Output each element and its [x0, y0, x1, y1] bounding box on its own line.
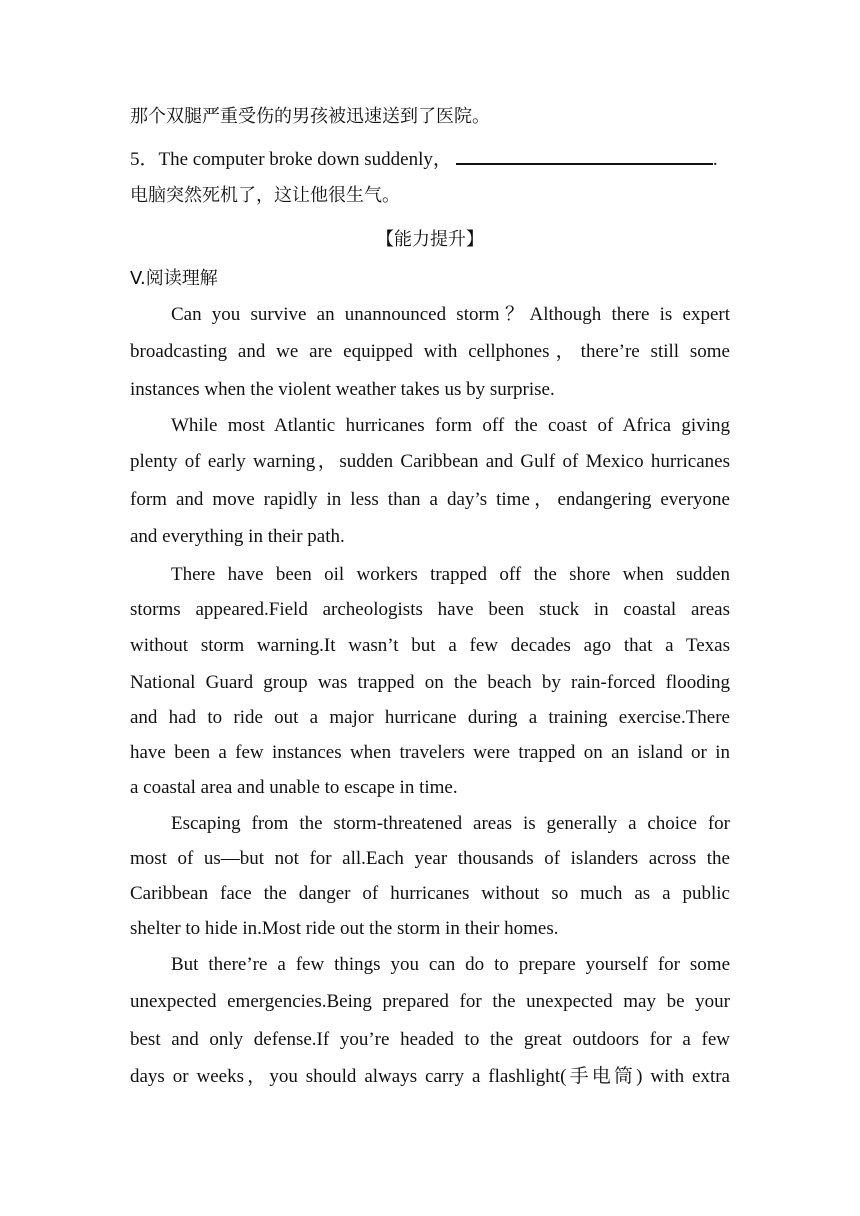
paragraph-line: most of us—but not for all.Each year thousands of islanders across the	[130, 848, 730, 869]
paragraph-line: National Guard group was trapped on the beach by rain-forced flooding	[130, 672, 730, 693]
paragraph-line: instances when the violent weather takes us by surprise.	[130, 379, 555, 400]
paragraph-line: a coastal area and unable to escape in time.	[130, 777, 458, 798]
paragraph-line: have been a few instances when travelers were trapped on an island or in	[130, 742, 730, 763]
paragraph-1	[130, 297, 730, 407]
answer-blank[interactable]	[456, 145, 713, 165]
paragraph-line: While most Atlantic hurricanes form off the coast of Africa giving	[171, 415, 730, 436]
paragraph-5	[130, 946, 730, 1094]
question-5-end: .	[712, 149, 718, 170]
paragraph-2	[130, 408, 730, 554]
paragraph-line: Caribbean face the danger of hurricanes without so much as a public	[130, 883, 730, 904]
paragraph-line: days or weeks，you should always carry a flashlight(手电筒) with extra	[130, 1066, 730, 1087]
previous-translation: 那个双腿严重受伤的男孩被迅速送到了医院。	[130, 106, 490, 127]
question-5	[130, 145, 730, 172]
paragraph-3	[130, 557, 730, 805]
paragraph-line: storms appeared.Field archeologists have been stuck in coastal areas	[130, 599, 730, 620]
paragraph-line: best and only defense.If you’re headed to the great outdoors for a few	[130, 1029, 730, 1050]
paragraph-line: But there’re a few things you can do to prepare yourself for some	[171, 954, 730, 975]
paragraph-line: broadcasting and we are equipped with cellphones，there’re still some	[130, 341, 730, 362]
section-heading: V.阅读理解	[130, 268, 218, 289]
paragraph-line: There have been oil workers trapped off the shore when sudden	[171, 564, 730, 585]
paragraph-line: unexpected emergencies.Being prepared for the unexpected may be your	[130, 991, 730, 1012]
paragraph-line: plenty of early warning，sudden Caribbean and Gulf of Mexico hurricanes	[130, 451, 730, 472]
paragraph-line: shelter to hide in.Most ride out the storm in their homes.	[130, 918, 559, 939]
paragraph-line: Escaping from the storm-threatened areas is generally a choice for	[171, 813, 730, 834]
question-5-sentence: 5．The computer broke down suddenly，	[130, 149, 452, 170]
paragraph-line: form and move rapidly in less than a day’s time，endangering everyone	[130, 489, 730, 510]
paragraph-line: without storm warning.It wasn’t but a few decades ago that a Texas	[130, 635, 730, 656]
paragraph-line: Can you survive an unannounced storm？Although there is expert	[171, 304, 730, 325]
question-5-translation: 电脑突然死机了，这让他很生气。	[130, 185, 400, 206]
section-title: 【能力提升】	[376, 229, 484, 250]
paragraph-line: and everything in their path.	[130, 526, 345, 547]
paragraph-line: and had to ride out a major hurricane during a training exercise.There	[130, 707, 730, 728]
paragraph-4	[130, 806, 730, 946]
